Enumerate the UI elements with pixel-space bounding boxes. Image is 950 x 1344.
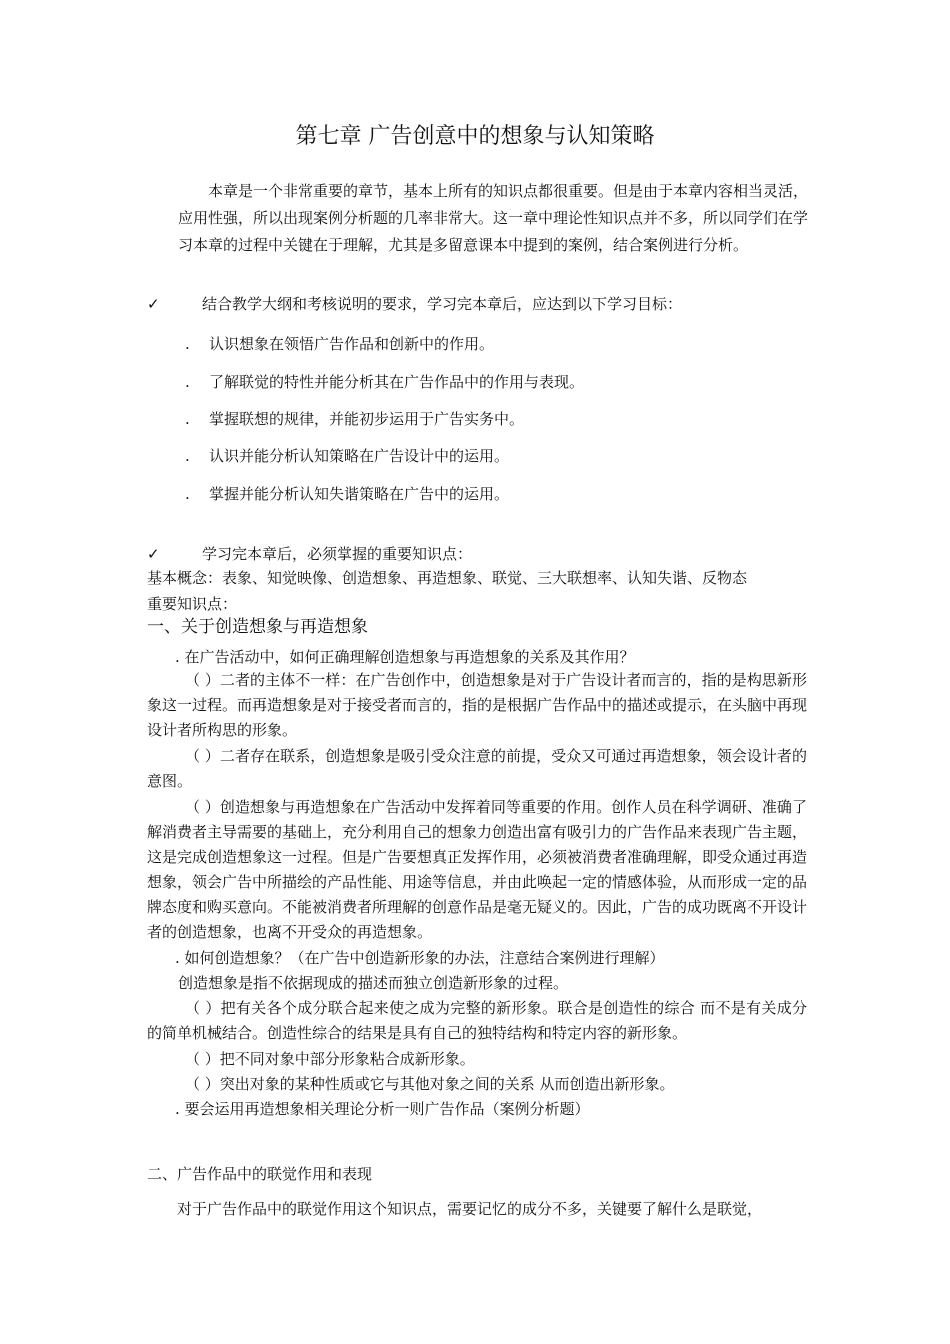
goal-item: . 掌握并能分析认知失谐策略在广告中的运用。	[185, 482, 509, 506]
paragraph: （ ）创造想象与再造想象在广告活动中发挥着同等重要的作用。创作人员在科学调研、准确了解消费者主导需要的基础上，充分利用自己的想象力创造出富有吸引力的广告作品来表现广告主题，这是完成创造想象这一过程。但是广告要想真正发挥作用，必须被消费者准确理解，即受众通过再造想象，领会广告中所描绘的产品性能、用途等信息，并由此唤起一定的情感体验，从而形成一定的品牌态度和购买意向。不能被消费者所理解的创意作品是毫无疑义的。因此，广告的成功既离不开设计者的创造想象，也离不开受众的再造想象。	[147, 798, 808, 941]
goal-item: . 掌握联想的规律，并能初步运用于广告实务中。	[185, 407, 524, 431]
knowledge-heading	[147, 542, 472, 566]
paragraph: （ ）把不同对象中部分形象粘合成新形象。	[185, 1050, 475, 1068]
goal-item: . 了解联觉的特性并能分析其在广告作品中的作用与表现。	[185, 370, 584, 394]
paragraph: （ ）二者存在联系，创造想象是吸引受众注意的前提，受众又可通过再造想象，领会设计者的意图。	[147, 747, 807, 790]
paragraph: 对于广告作品中的联觉作用这个知识点，需要记忆的成分不多，关键要了解什么是联觉，	[177, 1200, 763, 1218]
goal-item: . 认识想象在领悟广告作品和创新中的作用。	[185, 332, 494, 356]
bullet-dot: .	[185, 485, 190, 503]
intro-paragraph	[178, 178, 808, 259]
key-points-label: 重要知识点：	[147, 595, 238, 613]
paragraph: （ ）突出对象的某种性质或它与其他对象之间的关系 从而创造出新形象。	[185, 1075, 675, 1093]
definition: 创造想象是指不依据现成的描述而独立创造新形象的过程。	[178, 974, 569, 992]
bullet-dot: .	[185, 335, 190, 353]
paragraph: （ ）二者的主体不一样：在广告创作中，创造想象是对于广告设计者而言的，指的是构思新形象这一过程。而再造想象是对于接受者而言的，指的是根据广告作品中的描述或提示，在头脑中再现设计者所构思的形象。	[147, 671, 808, 739]
basic-concepts: 基本概念：表象、知觉映像、创造想象、再造想象、联觉、三大联想率、认知失谐、反物态	[147, 569, 748, 587]
section-heading-2: 二、广告作品中的联觉作用和表现	[147, 1165, 373, 1183]
goals-heading	[147, 292, 682, 316]
bullet-dot: .	[185, 447, 190, 465]
goal-item: . 认识并能分析认知策略在广告设计中的运用。	[185, 444, 509, 468]
knowledge-heading-text: 学习完本章后，必须掌握的重要知识点：	[202, 545, 473, 563]
section-heading-1: 一、关于创造想象与再造想象	[147, 617, 368, 637]
checkmark-icon: ✓	[147, 295, 160, 313]
goals-heading-text: 结合教学大纲和考核说明的要求，学习完本章后，应达到以下学习目标：	[202, 295, 683, 313]
bullet-dot: .	[185, 373, 190, 391]
question-1: . 在广告活动中，如何正确理解创造想象与再造想象的关系及其作用？	[175, 648, 635, 666]
paragraph: （ ）把有关各个成分联合起来使之成为完整的新形象。联合是创造性的综合 而不是有关成分的简单机械结合。创造性综合的结果是具有自己的独特结构和特定内容的新形象。	[147, 999, 807, 1042]
checkmark-icon: ✓	[147, 545, 160, 563]
bullet-dot: .	[185, 410, 190, 428]
intro-text: 本章是一个非常重要的章节，基本上所有的知识点都很重要。但是由于本章内容相当灵活，应用性强，所以出现案例分析题的几率非常大。这一章中理论性知识点并不多，所以同学们在学习本章的过程中关键在于理解，尤其是多留意课本中提到的案例，结合案例进行分析。	[178, 182, 809, 254]
question-2: . 如何创造想象？（在广告中创造新形象的办法，注意结合案例进行理解）	[175, 949, 665, 967]
question-3: . 要会运用再造想象相关理论分析一则广告作品（案例分析题）	[175, 1100, 590, 1118]
chapter-title: 第七章 广告创意中的想象与认知策略	[295, 124, 655, 149]
